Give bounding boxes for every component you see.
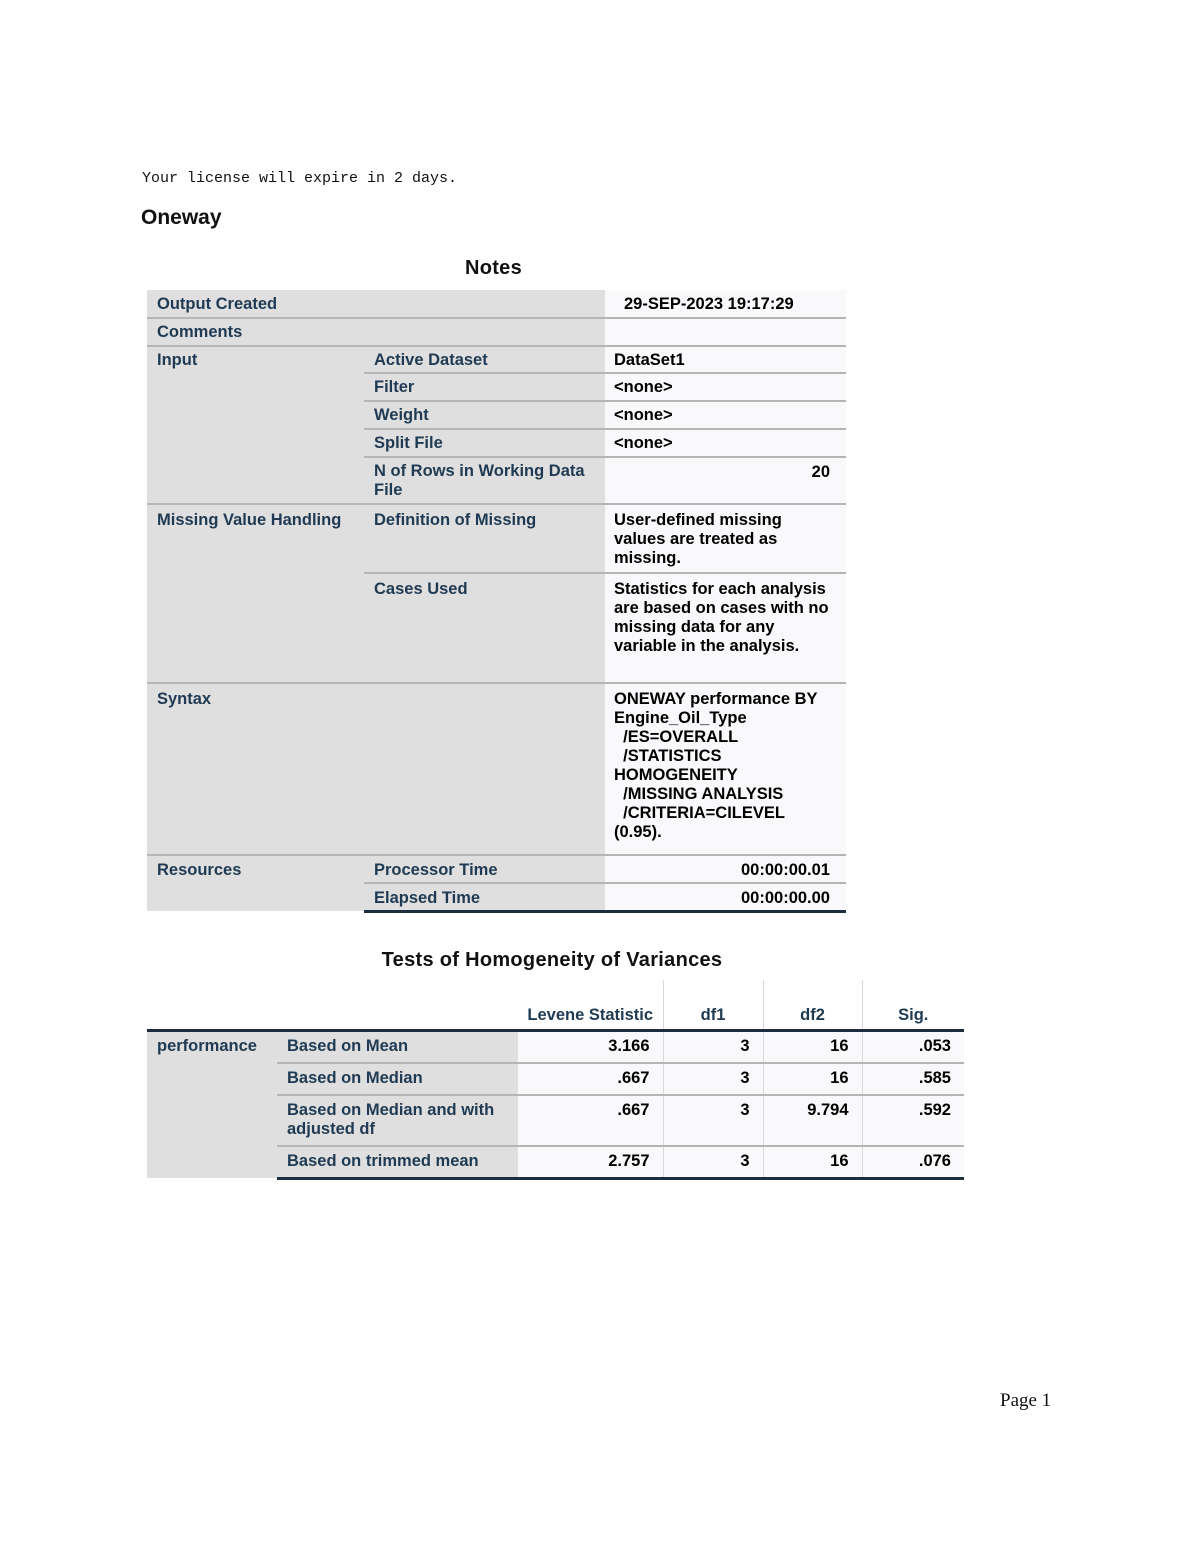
syntax-value — [605, 683, 846, 855]
header-empty — [147, 980, 277, 1030]
sig-value: .592 — [862, 1095, 964, 1146]
syntax-line: /ES=OVERALL — [614, 728, 739, 746]
notes-row-input — [147, 346, 846, 373]
cases-used-label: Cases Used — [364, 573, 605, 683]
syntax-line: /STATISTICS HOMOGENEITY — [614, 747, 738, 784]
definition-of-missing-value: User-defined missing values are treated as missing. — [605, 504, 846, 573]
missing-value-handling-label: Missing Value Handling — [147, 504, 364, 683]
comments-label: Comments — [147, 318, 605, 346]
input-n-rows-label: N of Rows in Working Data File — [364, 457, 605, 504]
df1-value: 3 — [663, 1095, 763, 1146]
notes-row-processor-time — [147, 855, 846, 883]
syntax-line: /MISSING ANALYSIS — [614, 785, 784, 803]
input-weight-label: Weight — [364, 401, 605, 429]
homogeneity-table — [147, 980, 964, 1180]
elapsed-time-value: 00:00:00.00 — [605, 883, 846, 911]
resources-label: Resources — [147, 855, 364, 911]
procedure-heading: Oneway — [141, 206, 222, 229]
levene-value: 2.757 — [518, 1146, 663, 1179]
df1-value: 3 — [663, 1063, 763, 1095]
input-split-file-label: Split File — [364, 429, 605, 457]
notes-row-missing-definition — [147, 504, 846, 573]
input-weight-value: <none> — [605, 401, 846, 429]
syntax-line: ONEWAY performance BY Engine_Oil_Type — [614, 690, 818, 727]
notes-row-output-created — [147, 290, 846, 318]
cases-used-value: Statistics for each analysis are based on cases with no missing data for any variable in the analysis. — [605, 573, 846, 683]
input-filter-value: <none> — [605, 373, 846, 401]
syntax-line: /CRITERIA=CILEVEL (0.95). — [614, 804, 790, 841]
input-n-rows-value: 20 — [605, 457, 846, 504]
notes-table — [147, 290, 846, 913]
df1-value: 3 — [663, 1030, 763, 1063]
input-label: Input — [147, 346, 364, 504]
row-label: Based on Median and with adjusted df — [277, 1095, 518, 1146]
notes-row-comments — [147, 318, 846, 346]
levene-value: .667 — [518, 1063, 663, 1095]
elapsed-time-label: Elapsed Time — [364, 883, 605, 911]
notes-title: Notes — [464, 257, 523, 279]
input-filter-label: Filter — [364, 373, 605, 401]
license-notice: Your license will expire in 2 days. — [142, 170, 458, 187]
header-levene-statistic: Levene Statistic — [518, 980, 663, 1030]
sig-value: .053 — [862, 1030, 964, 1063]
variable-label: performance — [147, 1030, 277, 1178]
header-empty — [277, 980, 518, 1030]
levene-value: 3.166 — [518, 1030, 663, 1063]
df2-value: 16 — [763, 1063, 862, 1095]
processor-time-label: Processor Time — [364, 855, 605, 883]
df1-value: 3 — [663, 1146, 763, 1179]
homogeneity-title: Tests of Homogeneity of Variances — [381, 949, 723, 971]
homogeneity-header-row — [147, 980, 964, 1030]
input-split-file-value: <none> — [605, 429, 846, 457]
syntax-label: Syntax — [147, 683, 605, 855]
df2-value: 9.794 — [763, 1095, 862, 1146]
levene-value: .667 — [518, 1095, 663, 1146]
row-label: Based on Mean — [277, 1030, 518, 1063]
df2-value: 16 — [763, 1146, 862, 1179]
header-df2: df2 — [763, 980, 862, 1030]
sig-value: .585 — [862, 1063, 964, 1095]
page-number: Page 1 — [1000, 1390, 1052, 1411]
input-active-dataset-value: DataSet1 — [605, 346, 846, 373]
row-label: Based on Median — [277, 1063, 518, 1095]
output-created-label: Output Created — [147, 290, 605, 318]
df2-value: 16 — [763, 1030, 862, 1063]
comments-value — [605, 318, 846, 346]
sig-value: .076 — [862, 1146, 964, 1179]
input-active-dataset-label: Active Dataset — [364, 346, 605, 373]
processor-time-value: 00:00:00.01 — [605, 855, 846, 883]
definition-of-missing-label: Definition of Missing — [364, 504, 605, 573]
header-df1: df1 — [663, 980, 763, 1030]
row-label: Based on trimmed mean — [277, 1146, 518, 1179]
output-created-value: 29-SEP-2023 19:17:29 — [605, 290, 846, 318]
notes-row-syntax — [147, 683, 846, 855]
table-row — [147, 1030, 964, 1063]
header-sig: Sig. — [862, 980, 964, 1030]
